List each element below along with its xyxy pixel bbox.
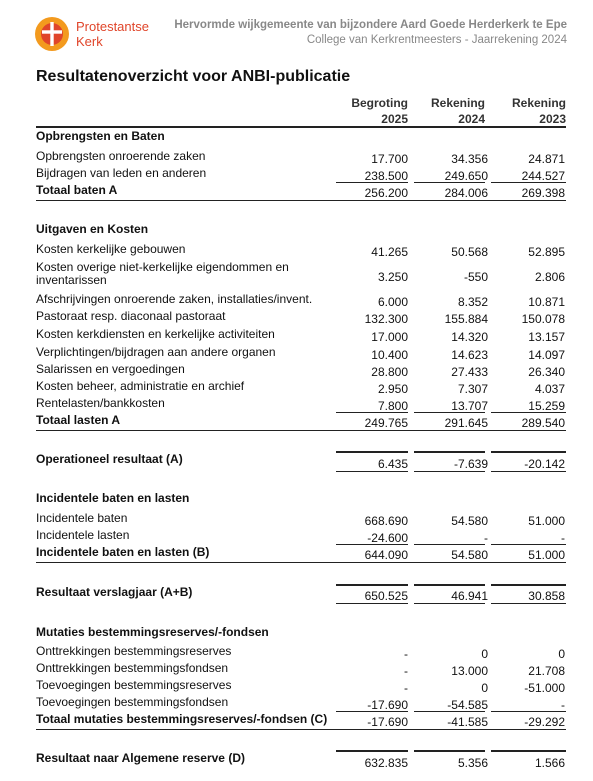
row-rule	[36, 430, 566, 431]
column-rule	[491, 544, 566, 545]
column-rule	[336, 182, 408, 183]
value-rekening-2023: 24.871	[528, 152, 565, 166]
value-rekening-2024: -	[484, 531, 488, 545]
result-rule	[414, 584, 485, 586]
value-rekening-2024: 46.941	[451, 589, 488, 603]
value-rekening-2024: 0	[481, 681, 488, 695]
column-header-rekening-2023	[485, 95, 566, 127]
column-rule	[491, 182, 566, 183]
row-label: Incidentele baten	[36, 511, 128, 525]
result-rule	[491, 451, 566, 453]
document-subtitle: College van Kerkrentmeesters - Jaarrekening 2024	[306, 34, 567, 46]
column-header-line: Begroting	[351, 96, 408, 110]
value-begroting-2025: 28.800	[371, 365, 408, 379]
value-rekening-2024: 249.650	[444, 169, 488, 183]
header-rule	[36, 126, 566, 128]
value-rekening-2023: 26.340	[528, 365, 565, 379]
value-rekening-2024: 13.707	[451, 399, 488, 413]
value-begroting-2025: -17.690	[367, 715, 408, 729]
row-label: Kosten beheer, administratie en archief	[36, 379, 245, 393]
value-begroting-2025: 3.250	[377, 270, 408, 284]
column-header-line: 2023	[539, 112, 566, 126]
column-rule	[414, 603, 485, 604]
value-begroting-2025: 17.700	[371, 152, 408, 166]
column-rule	[414, 544, 485, 545]
value-rekening-2023: 4.037	[534, 382, 565, 396]
value-begroting-2025: -24.600	[367, 531, 408, 545]
section-heading-incidenteel: Incidentele baten en lasten	[36, 491, 190, 505]
value-rekening-2024: 27.433	[451, 365, 488, 379]
column-rule	[336, 711, 408, 712]
column-rule	[491, 412, 566, 413]
value-rekening-2023: 52.895	[528, 245, 565, 259]
value-rekening-2023: 289.540	[521, 416, 565, 430]
value-begroting-2025: 7.800	[377, 399, 408, 413]
value-rekening-2024: 291.645	[444, 416, 488, 430]
row-rule	[36, 729, 566, 730]
value-begroting-2025: 10.400	[371, 348, 408, 362]
column-rule	[336, 412, 408, 413]
column-rule	[336, 603, 408, 604]
value-rekening-2024: 155.884	[444, 312, 488, 326]
page-title: Resultatenoverzicht voor ANBI-publicatie	[36, 68, 351, 85]
value-rekening-2024: -41.585	[447, 715, 488, 729]
value-begroting-2025: 238.500	[364, 169, 408, 183]
value-rekening-2024: 14.320	[451, 330, 488, 344]
value-begroting-2025: 668.690	[364, 514, 408, 528]
value-begroting-2025: 650.525	[364, 589, 408, 603]
logo-text-line1: Protestantse	[76, 19, 149, 34]
value-rekening-2024: 0	[481, 647, 488, 661]
row-label: Resultaat verslagjaar (A+B)	[36, 585, 193, 599]
value-rekening-2023: -20.142	[524, 457, 565, 471]
value-rekening-2023: 1.566	[534, 756, 565, 770]
row-label: Incidentele lasten	[36, 528, 130, 542]
column-header-line: Rekening	[511, 96, 566, 110]
value-begroting-2025: 2.950	[377, 382, 408, 396]
value-rekening-2023: -	[561, 531, 565, 545]
value-rekening-2023: 0	[558, 647, 565, 661]
value-rekening-2024: 54.580	[451, 548, 488, 562]
row-rule	[36, 200, 566, 201]
value-rekening-2023: 51.000	[528, 514, 565, 528]
value-rekening-2023: -	[561, 698, 565, 712]
row-label: Afschrijvingen onroerende zaken, installaties/invent.	[36, 292, 313, 306]
value-begroting-2025: 6.435	[377, 457, 408, 471]
row-label: Onttrekkingen bestemmingsreserves	[36, 644, 232, 658]
value-begroting-2025: 644.090	[364, 548, 408, 562]
value-rekening-2024: 5.356	[457, 756, 488, 770]
value-rekening-2023: 269.398	[521, 186, 565, 200]
value-rekening-2024: 50.568	[451, 245, 488, 259]
column-header-rekening-2024	[408, 95, 485, 127]
value-begroting-2025: 132.300	[364, 312, 408, 326]
section-heading-baten: Opbrengsten en Baten	[36, 129, 165, 143]
row-label: Totaal mutaties bestemmingsreserves/-fondsen (C)	[36, 712, 328, 726]
value-rekening-2023: 15.259	[528, 399, 565, 413]
column-header-begroting-2025	[330, 95, 408, 127]
row-label: Verplichtingen/bijdragen aan andere organen	[36, 345, 276, 359]
value-rekening-2024: -7.639	[453, 457, 488, 471]
column-header-line: Rekening	[430, 96, 485, 110]
value-rekening-2023: -51.000	[524, 681, 565, 695]
result-rule	[336, 451, 408, 453]
result-rule	[491, 584, 566, 586]
column-rule	[414, 711, 485, 712]
value-rekening-2023: 244.527	[521, 169, 565, 183]
column-header-line: 2024	[458, 112, 485, 126]
row-label: Operationeel resultaat (A)	[36, 452, 183, 466]
value-rekening-2024: 54.580	[451, 514, 488, 528]
row-label: Kosten overige niet-kerkelijke eigendommen en inventarissen	[36, 260, 289, 287]
value-rekening-2024: -550	[463, 270, 488, 284]
column-rule	[414, 471, 485, 472]
row-label: Resultaat naar Algemene reserve (D)	[36, 751, 245, 765]
row-label: Onttrekkingen bestemmingsfondsen	[36, 661, 229, 675]
value-rekening-2024: 14.623	[451, 348, 488, 362]
row-label: Salarissen en vergoedingen	[36, 362, 185, 376]
value-begroting-2025: -	[404, 647, 408, 661]
column-rule	[414, 182, 485, 183]
value-rekening-2024: 284.006	[444, 186, 488, 200]
column-rule	[491, 471, 566, 472]
section-heading-mutaties: Mutaties bestemmingsreserves/-fondsen	[36, 625, 269, 639]
row-label: Kosten kerkelijke gebouwen	[36, 242, 186, 256]
value-rekening-2023: 14.097	[528, 348, 565, 362]
row-label: Toevoegingen bestemmingsreserves	[36, 678, 232, 692]
value-rekening-2024: 13.000	[451, 664, 488, 678]
value-begroting-2025: 41.265	[371, 245, 408, 259]
logo-text-line2: Kerk	[76, 34, 103, 49]
value-begroting-2025: 632.835	[364, 756, 408, 770]
row-label: Kosten kerkdiensten en kerkelijke activiteiten	[36, 327, 275, 341]
row-label: Bijdragen van leden en anderen	[36, 166, 207, 180]
value-begroting-2025: -	[404, 681, 408, 695]
value-begroting-2025: 256.200	[364, 186, 408, 200]
row-label: Toevoegingen bestemmingsfondsen	[36, 695, 229, 709]
result-rule	[491, 750, 566, 752]
value-rekening-2024: 7.307	[457, 382, 488, 396]
result-rule	[336, 750, 408, 752]
value-rekening-2023: 51.000	[528, 548, 565, 562]
row-label: Pastoraat resp. diaconaal pastoraat	[36, 309, 226, 323]
logo	[34, 14, 164, 54]
value-begroting-2025: 249.765	[364, 416, 408, 430]
value-rekening-2023: 13.157	[528, 330, 565, 344]
value-begroting-2025: 17.000	[371, 330, 408, 344]
column-rule	[336, 471, 408, 472]
result-rule	[414, 750, 485, 752]
value-rekening-2023: 21.708	[528, 664, 565, 678]
document-header	[167, 18, 567, 48]
row-label: Rentelasten/bankkosten	[36, 396, 165, 410]
value-rekening-2023: 2.806	[534, 270, 565, 284]
column-rule	[414, 412, 485, 413]
value-rekening-2023: 10.871	[528, 295, 565, 309]
column-rule	[491, 711, 566, 712]
column-header-line: 2025	[381, 112, 408, 126]
row-label: Opbrengsten onroerende zaken	[36, 149, 206, 163]
section-heading-uitgaven: Uitgaven en Kosten	[36, 222, 149, 236]
value-rekening-2023: 150.078	[521, 312, 565, 326]
row-label: Totaal lasten A	[36, 413, 121, 427]
value-begroting-2025: 6.000	[377, 295, 408, 309]
column-rule	[491, 603, 566, 604]
result-rule	[414, 451, 485, 453]
protestantse-kerk-logo-icon	[34, 16, 70, 52]
value-rekening-2024: -54.585	[447, 698, 488, 712]
organization-name: Hervormde wijkgemeente van bijzondere Aard Goede Herderkerk te Epe	[174, 19, 567, 31]
value-rekening-2024: 34.356	[451, 152, 488, 166]
value-begroting-2025: -17.690	[367, 698, 408, 712]
value-rekening-2024: 8.352	[457, 295, 488, 309]
row-rule	[36, 562, 566, 563]
result-rule	[336, 584, 408, 586]
value-begroting-2025: -	[404, 664, 408, 678]
row-label: Incidentele baten en lasten (B)	[36, 545, 210, 559]
value-rekening-2023: 30.858	[528, 589, 565, 603]
column-rule	[336, 544, 408, 545]
row-label: Totaal baten A	[36, 183, 118, 197]
value-rekening-2023: -29.292	[524, 715, 565, 729]
